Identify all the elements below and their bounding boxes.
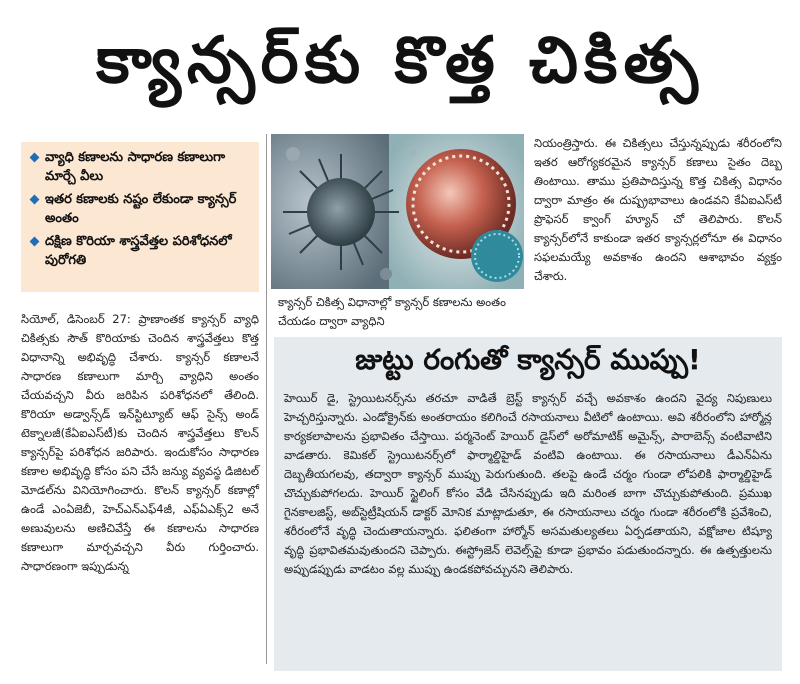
- sidebar-story-title: జుట్టు రంగుతో క్యాన్సర్ ముప్పు!: [355, 343, 701, 376]
- highlight-item: వ్యాధి కణాలను సాధారణ కణాలుగా మార్చే వీలు: [29, 148, 251, 186]
- virus-illustration: [271, 134, 524, 289]
- sidebar-story-body: హెయిర్ డై, స్ట్రెయిటనర్స్‌ను తరచూ వాడితే బ్రెస్ట్ క్యాన్సర్ వచ్చే అవకాశం ఉందని వైద్య నిపుణులు హెచ్చరిస్తున్నారు. ఎండోక్రైన్‌కు అంతరాయం కలిగించే రసాయనాలు వీటిలో ఉంటాయి. అవి శరీరంలోని హార్మోన్ల కార్యకలాపాలను ప్రభావితం చేస్తాయి. పర్మనెంట్ హెయిర్ డైస్‌లో అరోమాటిక్ అమైన్స్, పారాబెన్స్ వంటివాటిని వాడతారు. కెమికల్ స్ట్రెయిటనర్స్‌లో ఫార్మాల్డిహైడ్ వంటివి ఉంటాయి. ఈ రసాయనాలు డీఎన్ఏను దెబ్బతీయగలవు, తద్వారా క్యాన్సర్ ముప్పు పెరుగుతుంది. తలపై ఉండే చర్మం గుండా లోపలికి ఫార్మాల్డిహైడ్ చొచ్చుకుపోగలదు. హెయిర్ స్టైలింగ్ కోసం వేడి చేసినప్పుడు ఇది మరింత బాగా చొచ్చుకుపోతుంది. ప్రముఖ గైనకాలజిస్ట్, అబ్‌స్టెట్రీషియన్ డాక్టర్ మోనిక మాట్లాడుతూ, ఈ రసాయనాలు చర్మం గుండా శరీరంలోకి ప్రవేశించి, శరీరంలోనే వృద్ధి చెందుతాయన్నారు. ఫలితంగా హార్మోన్ అసమతుల్యతలు ఏర్పడతాయని, వక్షోజాల టిష్యూ వృద్ధి ప్రభావితమవుతుందని చెప్పారు. ఈస్ట్రోజెన్ లెవెల్స్‌పై కూడా ప్రభావం పడుతుందన్నారు. ఈ ఉత్పత్తులను అప్పుడప్పుడు వాడటం వల్ల ముప్పు ఉండకపోవచ్చునని తెలిపారు.: [284, 391, 772, 576]
- virus-photo: [271, 134, 524, 289]
- article-right-column: నియంత్రిస్తారు. ఈ చికిత్సలు చేస్తున్నప్పుడు శరీరంలోని ఇతర ఆరోగ్యకరమైన క్యాన్సర్ కణాలు సైతం దెబ్బ తింటాయి. తాము ప్రతిపాదిస్తున్న కొత్త చికిత్స విధానం ద్వారా మాత్రం ఈ దుష్ప్రభావాలు ఉండవని కేఏఐఎస్‌టీ ప్రొఫెసర్ క్వాంగ్ హ్యూన్ చో తెలిపారు. కొలన్ క్యాన్సర్‌లోనే కాకుండా ఇతర క్యాన్సర్లలోనూ ఈ విధానం సఫలమయ్యే అవకాశం ఉందని ఆశాభావం వ్యక్తం చేశారు.: [534, 136, 782, 283]
- photo-caption: క్యాన్సర్ చికిత్స విధానాల్లో క్యాన్సర్ కణాలను అంతం చేయడం ద్వారా వ్యాధిని: [278, 295, 506, 328]
- headline: క్యాన్సర్‌కు కొత్త చికిత్స: [96, 24, 704, 98]
- column-divider: [266, 134, 267, 664]
- highlights-list: [29, 148, 251, 270]
- highlight-item: దక్షిణ కొరియా శాస్త్రవేత్తల పరిశోధనలో పురోగతి: [29, 232, 251, 270]
- sidebar-story-box: [274, 337, 782, 671]
- highlight-item: ఇతర కణాలకు నష్టం లేకుండా క్యాన్సర్ అంతం: [29, 190, 251, 228]
- article-left-column: సియోల్, డిసెంబర్ 27: ప్రాణాంతక క్యాన్సర్ వ్యాధి చికిత్సకు సౌత్ కొరియాకు చెందిన శాస్త్రవేత్తలు కొత్త విధానాన్ని అభివృద్ధి చేశారు. క్యాన్సర్ కణాలనే సాధారణ కణాలుగా మార్చి వ్యాధిని అంతం చేయవచ్చని వీరు జరిపిన పరిశోధనలో తేలింది. కొరియా అడ్వాన్స్‌డ్ ఇన్‌స్టిట్యూట్ ఆఫ్ సైన్స్ అండ్ టెక్నాలజీ(కేఏఐఎస్‌టీ)కు చెందిన శాస్త్రవేత్తలు కొలన్ క్యాన్సర్‌పై పరిశోధన జరిపారు. ఇందుకోసం సాధారణ కణాల అభివృద్ధి కోసం పని చేసే జన్యు వ్యవస్థ డిజిటల్ మోడల్‌ను వినియోగించారు. కొలన్ క్యాన్సర్ కణాల్లో ఉండే ఎంఏజెబీ, హెచ్‌ఎన్‌ఎఫ్4జీ, ఎఫ్ఏఎక్స్‌2 అనే అణువులను అణిచివేస్తే ఈ కణాలను సాధారణ కణాలుగా మార్చవచ్చని వీరు గుర్తించారు. సాధారణంగా ఇప్పుడున్న: [21, 312, 259, 573]
- highlights-box: [21, 142, 259, 292]
